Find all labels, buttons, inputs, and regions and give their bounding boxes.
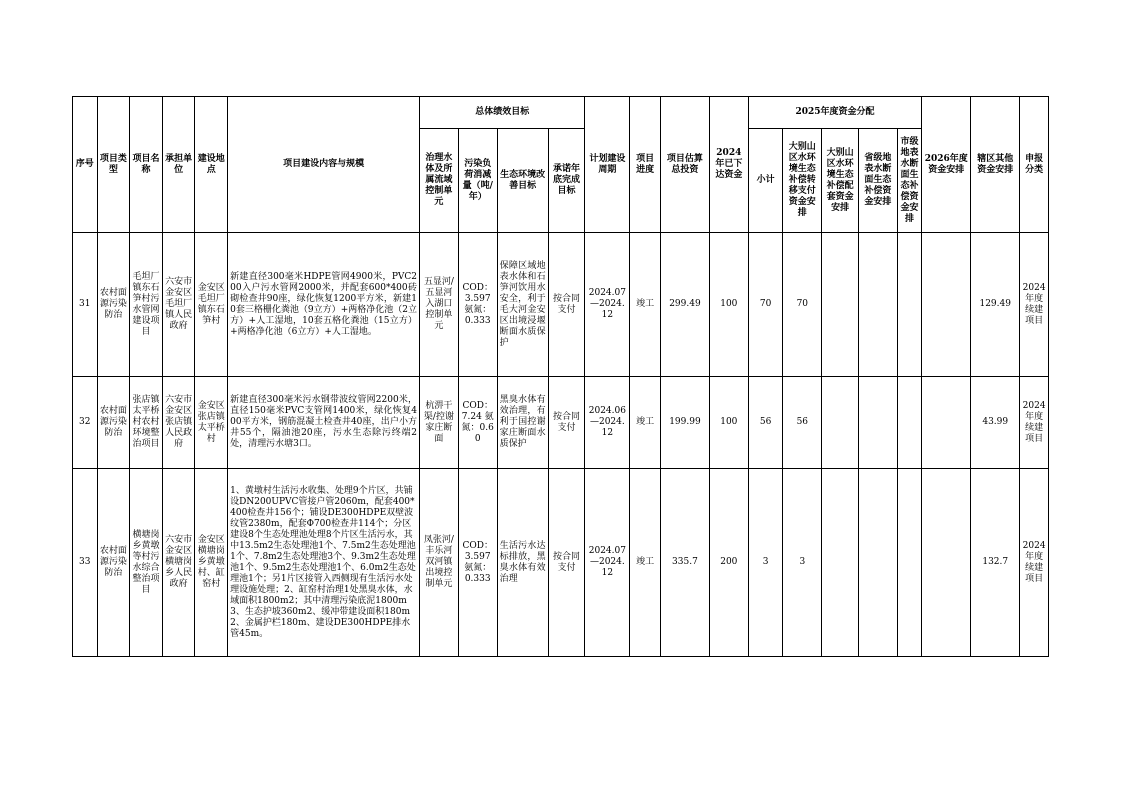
header-2026: 2026年度资金安排 [922,97,971,233]
header-alloc-4: 市级地表水断面生态补偿资金安排 [897,129,922,233]
cell-eco: 生活污水达标排放，黑臭水体有效治理 [497,469,548,657]
cell-pollution: COD：7.24 氨氮：0.60 [458,377,497,469]
table-row [73,469,1049,657]
cell-type: 农村面源污染防治 [97,377,130,469]
cell-2026 [922,469,971,657]
cell-funds-2024: 100 [709,233,748,377]
cell-progress: 竣工 [630,233,661,377]
cell-category: 2024年度续建项目 [1020,233,1049,377]
cell-commit: 按合同支付 [548,377,585,469]
cell-eco: 黑臭水体有效治理，有利于国控谢家庄断面水质保护 [497,377,548,469]
cell-type: 农村面源污染防治 [97,469,130,657]
cell-content: 新建直径300毫米HDPE管网4900米，PVC200入户污水管网2000米，并配套600*400砖砌检查井90座，绿化恢复1200平方米，新建10套三格栅化粪池（9立方）+两格净化池（2立方）+人工湿地，10套五格化粪池（15立方）+两格净化池（6立方）+人工湿地。 [228,233,420,377]
cell-funds-2024: 200 [709,469,748,657]
cell-alloc-2 [822,233,859,377]
table-row [73,377,1049,469]
cell-unit: 六安市金安区毛坦厂镇人民政府 [162,233,195,377]
cell-subtotal: 70 [748,233,783,377]
cell-pollution: COD：3.597 氨氮：0.333 [458,233,497,377]
cell-commit: 按合同支付 [548,233,585,377]
cell-control-unit: 五显河/五显河入湖口控制单元 [420,233,459,377]
cell-investment: 335.7 [660,469,709,657]
cell-alloc-1: 3 [783,469,822,657]
header-other-funds: 辖区其他资金安排 [971,97,1020,233]
cell-period: 2024.07—2024.12 [585,233,630,377]
header-alloc-2025: 2025年度资金分配 [748,97,922,129]
project-table [72,96,1049,657]
cell-location: 金安区毛坦厂镇东石笋村 [195,233,228,377]
header-type: 项目类型 [97,97,130,233]
header-eco: 生态环境改善目标 [497,129,548,233]
cell-funds-2024: 100 [709,377,748,469]
header-investment: 项目估算总投资 [660,97,709,233]
cell-2026 [922,233,971,377]
cell-alloc-4 [897,377,922,469]
cell-category: 2024年度续建项目 [1020,469,1049,657]
cell-control-unit: 凤张河/丰乐河双河镇出境控制单元 [420,469,459,657]
header-pollution: 污染负荷消减量（吨/年） [458,129,497,233]
cell-alloc-4 [897,469,922,657]
cell-location: 金安区横塘岗乡黄墩村、缸窑村 [195,469,228,657]
header-subtotal: 小计 [748,129,783,233]
header-name: 项目名称 [130,97,163,233]
cell-content: 1、黄墩村生活污水收集、处理9个片区，共铺设DN200UPVC管接户管2060m，配套400*400检查井156个；铺设DE300HDPE双壁波纹管2380m，配套Φ700检查井114个；分区建设8个生态处理池处理8个片区生活污水，其中13.5m2生态处理池1个、7.5m2生态处理池1个、7.8m2生态处理池3个、9.3m2生态处理池1个、9.5m2生态处理池1个、6.0m2生态处理池1个；另1片区接管入西侧现有生活污水处理设施处理；2、缸窑村治理1处黑臭水体，水域面积1800m2；其中清理污染底泥1800m3、生态护坡360m2、缓冲带建设面积180m2、金属护栏180m、建设DE300HDPE排水管45m。 [228,469,420,657]
table-row [73,233,1049,377]
cell-unit: 六安市金安区张店镇人民政府 [162,377,195,469]
header-alloc-3: 省级地表水断面生态补偿资金安排 [858,129,897,233]
header-alloc-1: 大别山区水环境生态补偿转移支付资金安排 [783,129,822,233]
header-content: 项目建设内容与规模 [228,97,420,233]
cell-name: 毛坦厂镇东石笋村污水管网建设项目 [130,233,163,377]
header-control-unit: 治理水体及所属流域控制单元 [420,129,459,233]
cell-seq: 31 [73,233,98,377]
cell-period: 2024.06—2024.12 [585,377,630,469]
cell-name: 横塘岗乡黄墩等村污水综合整治项目 [130,469,163,657]
cell-alloc-2 [822,377,859,469]
cell-control-unit: 杭淠干渠/控谢家庄断面 [420,377,459,469]
cell-other-funds: 132.7 [971,469,1020,657]
header-progress: 项目进度 [630,97,661,233]
cell-commit: 按合同支付 [548,469,585,657]
cell-name: 张店镇太平桥村农村环境整治项目 [130,377,163,469]
cell-type: 农村面源污染防治 [97,233,130,377]
cell-alloc-2 [822,469,859,657]
cell-subtotal: 3 [748,469,783,657]
header-period: 计划建设周期 [585,97,630,233]
cell-alloc-3 [858,233,897,377]
cell-category: 2024年度续建项目 [1020,377,1049,469]
header-commit: 承诺年底完成目标 [548,129,585,233]
cell-2026 [922,377,971,469]
cell-alloc-4 [897,233,922,377]
cell-progress: 竣工 [630,469,661,657]
header-location: 建设地点 [195,97,228,233]
cell-content: 新建直径300毫米污水钢带波纹管网2200米，直径150毫米PVC支管网1400米，绿化恢复400平方米，钢筋混凝土检查井40座，出户小方井55个，隔油池20座，污水生态除污终端2处，清理污水塘3口。 [228,377,420,469]
cell-alloc-3 [858,469,897,657]
cell-period: 2024.07—2024.12 [585,469,630,657]
cell-progress: 竣工 [630,377,661,469]
cell-seq: 33 [73,469,98,657]
header-unit: 承担单位 [162,97,195,233]
cell-pollution: COD：3.597 氨氮：0.333 [458,469,497,657]
header-category: 申报分类 [1020,97,1049,233]
cell-unit: 六安市金安区横塘岗乡人民政府 [162,469,195,657]
cell-subtotal: 56 [748,377,783,469]
cell-alloc-1: 70 [783,233,822,377]
header-alloc-2: 大别山区水环境生态补偿配套资金安排 [822,129,859,233]
header-seq: 序号 [73,97,98,233]
cell-alloc-1: 56 [783,377,822,469]
header-funds-2024: 2024年已下达资金 [709,97,748,233]
cell-investment: 199.99 [660,377,709,469]
cell-investment: 299.49 [660,233,709,377]
cell-alloc-3 [858,377,897,469]
cell-seq: 32 [73,377,98,469]
cell-other-funds: 43.99 [971,377,1020,469]
header-overall-goals: 总体绩效目标 [420,97,585,129]
cell-other-funds: 129.49 [971,233,1020,377]
cell-eco: 保障区域地表水体和石笋河饮用水安全，利于毛大河金安区出境浸堰断面水质保护 [497,233,548,377]
cell-location: 金安区张店镇太平桥村 [195,377,228,469]
